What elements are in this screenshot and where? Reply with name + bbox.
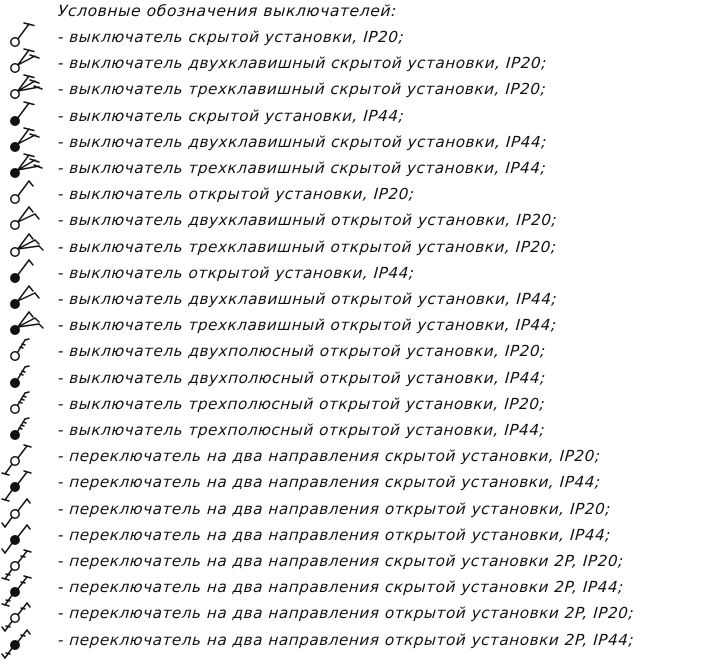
legend-item [0, 105, 710, 131]
legend-item [0, 262, 710, 288]
legend-item [0, 52, 710, 78]
legend-item-label: - выключатель открытой установки, IP20; [57, 185, 416, 204]
legend-item [0, 236, 710, 262]
legend-item-label: - переключатель на два направления скрытой установки 2P, IP44; [57, 578, 625, 597]
legend-item-label: - переключатель на два направления открытой установки 2P, IP44; [57, 630, 635, 649]
legend-item-label: - выключатель трехклавишный открытой установки, IP44; [57, 316, 558, 335]
legend-item [0, 183, 710, 209]
legend-item [0, 471, 710, 497]
legend-item-label: - выключатель трехклавишный скрытой установки, IP44; [57, 159, 547, 177]
legend-item-label: - переключатель на два направления скрытой установки, IP44; [57, 473, 602, 492]
legend-item-label: - переключатель на два направления скрытой установки 2P, IP20; [57, 552, 625, 570]
legend-item [0, 78, 710, 104]
legend-item [0, 629, 710, 655]
legend-item-label: - выключатель двухклавишный открытой установки, IP44; [57, 290, 558, 308]
legend-item [0, 367, 710, 393]
legend-item-label: - выключатель двухклавишный скрытой установки, IP44; [57, 132, 548, 151]
legend-item-label: - выключатель трехполюсный открытой установки, IP44; [57, 421, 546, 439]
legend-item-label: - переключатель на два направления открытой установки, IP20; [57, 499, 612, 518]
legend-item [0, 393, 710, 419]
legend-item [0, 131, 710, 157]
legend-item [0, 314, 710, 340]
legend-item-label: - выключатель двухклавишный скрытой установки, IP20; [57, 54, 548, 73]
legend-item-label: - выключатель трехполюсный открытой установки, IP20; [57, 394, 546, 413]
legend-item-label: - выключатель двухклавишный открытой установки, IP20; [57, 211, 558, 230]
legend-item [0, 209, 710, 235]
legend-item-label: - выключатель открытой установки, IP44; [57, 263, 416, 282]
legend-item [0, 288, 710, 314]
legend-item [0, 602, 710, 628]
legend-title: Условные обозначения выключателей: [57, 2, 398, 20]
legend-item-label: - выключатель скрытой установки, IP20; [57, 28, 405, 46]
legend-item-label: - выключатель трехклавишный скрытой установки, IP20; [57, 80, 547, 99]
legend-item [0, 524, 710, 550]
legend-item [0, 340, 710, 366]
legend-item [0, 445, 710, 471]
legend-item-label: - переключатель на два направления открытой установки 2P, IP20; [57, 604, 635, 623]
legend-item [0, 157, 710, 183]
legend-item-label: - выключатель двухполюсный открытой установки, IP44; [57, 368, 547, 387]
changeover-switch-2p-surface-ip44-icon [2, 623, 54, 655]
legend-item [0, 419, 710, 445]
legend-item-label: - переключатель на два направления открытой установки, IP44; [57, 525, 612, 544]
legend-item [0, 576, 710, 602]
legend-item-label: - выключатель скрытой установки, IP44; [57, 106, 405, 125]
legend-item-label: - выключатель двухполюсный открытой установки, IP20; [57, 342, 547, 361]
legend-item-label: - выключатель трехклавишный открытой установки, IP20; [57, 237, 558, 256]
legend-item [0, 26, 710, 52]
legend-item [0, 498, 710, 524]
legend-item-label: - переключатель на два направления скрытой установки, IP20; [57, 447, 602, 466]
legend-item [0, 550, 710, 576]
